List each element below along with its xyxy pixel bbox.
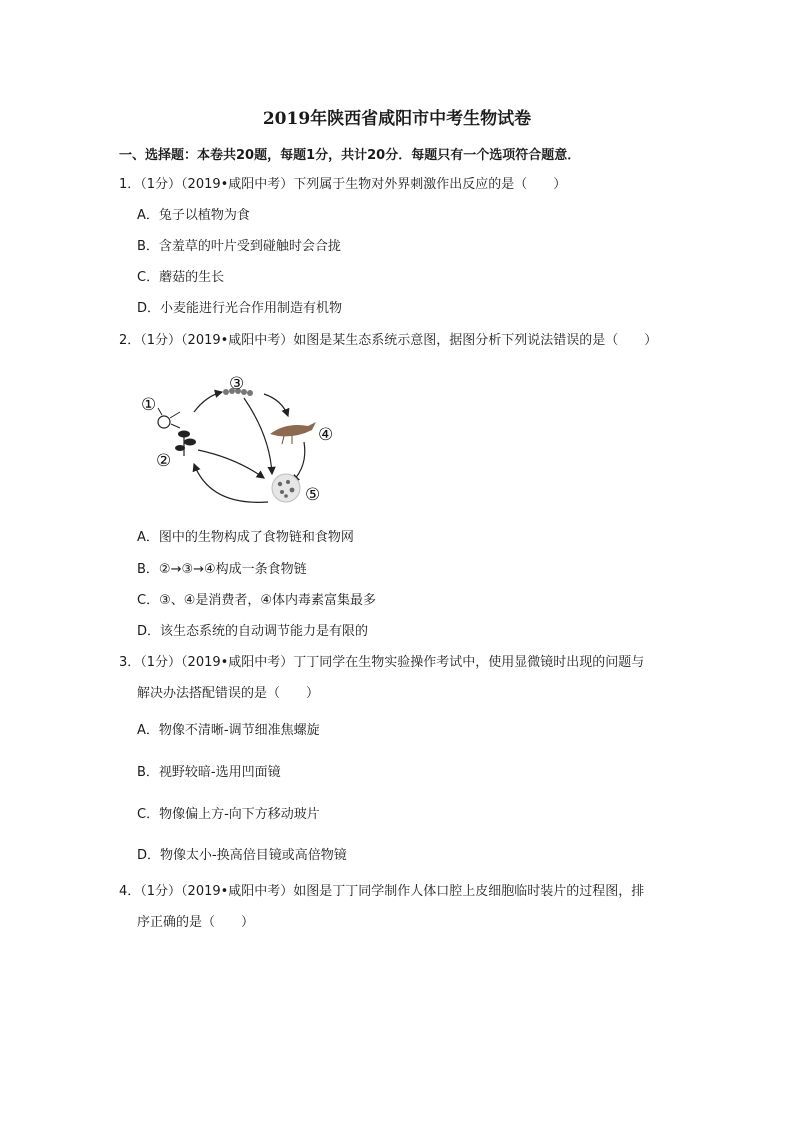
q2-option-d: D．该生态系统的自动调节能力是有限的 — [137, 624, 369, 639]
question-3-stem-continued: 解决办法搭配错误的是（ ） — [137, 686, 320, 701]
ecosystem-diagram — [136, 370, 336, 510]
question-3-stem: 3．（1分）（2019•咸阳中考）丁丁同学在生物实验操作考试中，使用显微镜时出现的问题与 — [119, 655, 645, 670]
q3-option-b: B．视野较暗-选用凹面镜 — [137, 765, 281, 780]
bird-icon — [270, 422, 316, 444]
question-4-stem-continued: 序正确的是（ ） — [137, 915, 255, 930]
decomposer-microbes-icon — [272, 474, 300, 502]
diagram-label-4: ④ — [318, 425, 334, 445]
q1-option-d: D．小麦能进行光合作用制造有机物 — [137, 301, 343, 316]
plant-icon — [175, 431, 196, 457]
q1-option-b: B．含羞草的叶片受到碰触时会合拢 — [137, 239, 341, 254]
q1-option-a: A．兔子以植物为食 — [137, 208, 250, 223]
arrow-decomposer-to-producer — [194, 464, 268, 502]
q2-option-c: C．③、④是消费者，④体内毒素富集最多 — [137, 593, 377, 608]
sun-icon — [158, 408, 180, 428]
q3-option-c: C．物像偏上方-向下方移动玻片 — [137, 807, 320, 822]
diagram-label-3: ③ — [229, 374, 245, 394]
page-title: 2019年陕西省咸阳市中考生物试卷 — [262, 109, 532, 129]
arrow-insect-to-decomposer — [244, 398, 272, 474]
q3-option-a: A．物像不清晰-调节细准焦螺旋 — [137, 723, 320, 738]
question-1-stem: 1．（1分）（2019•咸阳中考）下列属于生物对外界刺激作出反应的是（ ） — [119, 177, 567, 192]
q3-option-d: D．物像太小-换高倍目镜或高倍物镜 — [137, 848, 347, 863]
question-4-stem: 4．（1分）（2019•咸阳中考）如图是丁丁同学制作人体口腔上皮细胞临时装片的过程图，排 — [119, 884, 645, 899]
diagram-label-2: ② — [156, 451, 172, 471]
question-2-stem: 2．（1分）（2019•咸阳中考）如图是某生态系统示意图，据图分析下列说法错误的是（ ） — [119, 333, 658, 348]
q1-option-c: C．蘑菇的生长 — [137, 270, 225, 285]
q2-option-a: A．图中的生物构成了食物链和食物网 — [137, 530, 354, 545]
arrow-producer-to-decomposer — [198, 450, 264, 478]
section-heading: 一、选择题：本卷共20题，每题1分，共计20分．每题只有一个选项符合题意． — [119, 148, 581, 163]
diagram-label-5: ⑤ — [305, 485, 321, 505]
q2-option-b: B．②→③→④构成一条食物链 — [137, 562, 307, 577]
diagram-label-1: ① — [141, 395, 157, 415]
arrow-insect-to-bird — [264, 394, 288, 416]
arrow-producer-to-insect — [194, 392, 222, 412]
